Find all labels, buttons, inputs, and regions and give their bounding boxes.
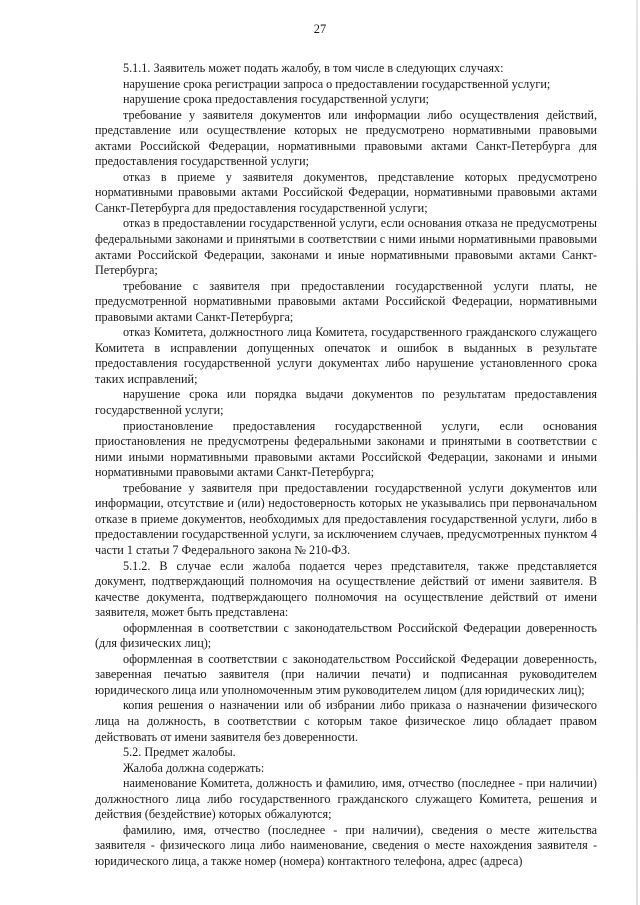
case-service-deadline: нарушение срока предоставления государственной услуги; [123,92,430,107]
scan-edge [636,0,638,905]
doc-power-of-attorney-legal: оформленная в соответствии с законодательством Российской Федерации доверенность, заверенная печатью заявителя (при наличии печати) и подписанная руководителем юридического лица или уполномоченным этим руководителем лицом (для юридических лиц); [95,651,597,697]
case-correction-refusal: отказ Комитета, должностного лица Комитета, государственного гражданского служащего Комитета в исправлении допущенных опечаток и ошибок в выданных в результате предоставления государственной услуги документах либо нарушение установленного срока таких исправлений; [95,325,597,386]
document-body [95,61,597,869]
case-document-demand: требование у заявителя документов или информации либо осуществления действий, представление или осуществление которых не предусмотрено нормативными правовыми актами Российской Федерации, нормативными правовыми актами Санкт-Петербурга для предоставления государственной услуги; [95,107,597,169]
page-number: 27 [313,22,327,36]
case-document-refusal: отказ в приеме у заявителя документов, представление которых предусмотрено нормативными правовыми актами Российской Федерации, нормативными правовыми актами Санкт-Петербурга для предоставления государственной услуги; [95,169,597,215]
case-registration-deadline: нарушение срока регистрации запроса о предоставлении государственной услуги; [123,76,551,91]
case-service-refusal: отказ в предоставлении государственной услуги, если основания отказа не предусмотрены федеральными законами и принятыми в соответствии с ними иными нормативными правовыми актами Российской Федерации, законами и иные нормативными правовыми актами Санкт-Петербурга; [95,216,597,278]
section-5-2-heading: 5.2. Предмет жалобы. [123,745,236,760]
complaint-contents-intro: Жалоба должна содержать: [123,760,265,775]
case-issuance-violation: нарушение срока или порядка выдачи документов по результатам предоставления государственной услуги; [95,387,597,418]
complaint-item-applicant-details: фамилию, имя, отчество (последнее - при наличии), сведения о месте жительства заявителя - физического лица либо наименование, сведения о месте нахождения заявителя - юридического лица, а также номер (номера) контактного телефона, адрес (адреса) [95,822,597,868]
paragraph-5-1-1: 5.1.1. Заявитель может подать жалобу, в том числе в следующих случаях: [123,61,504,75]
complaint-item-committee-name: наименование Комитета, должность и фамилию, имя, отчество (последнее - при наличии) должностного лица либо государственного гражданского служащего Комитета, решения и действия (бездействие) которых обжалуются; [95,776,597,822]
case-suspension: приостановление предоставления государственной услуги, если основания приостановления не предусмотрены федеральными законами и принятыми в соответствии с ними иными нормативными правовыми актами Российской Федерации, законами и иными нормативными правовыми актами Санкт-Петербурга; [95,418,597,480]
case-fee-demand: требование с заявителя при предоставлении государственной услуги платы, не предусмотренной нормативными правовыми актами Российской Федерации, нормативными правовыми актами Санкт-Петербурга; [95,278,597,324]
doc-appointment-copy: копия решения о назначении или об избрании либо приказа о назначении физического лица на должность, в соответствии с которым такое физическое лицо обладает правом действовать от имени заявителя без доверенности. [95,698,597,744]
case-unlisted-documents: требование у заявителя при предоставлении государственной услуги документов или информации, отсутствие и (или) недостоверность которых не указывались при первоначальном отказе в приеме документов, необходимых для предоставления государственной услуги, либо в предоставлении государственной услуги, за исключением случаев, предусмотренных пунктом 4 части 1 статьи 7 Федерального закона № 210-ФЗ. [95,480,597,557]
doc-power-of-attorney-individual: оформленная в соответствии с законодательством Российской Федерации доверенность (для физических лиц); [95,620,597,651]
paragraph-5-1-2: 5.1.2. В случае если жалоба подается через представителя, также представляется документ, подтверждающий полномочия на осуществление действий от имени заявителя. В качестве документа, подтверждающего полномочия на осуществление действий от имени заявителя, может быть представлена: [95,558,597,620]
